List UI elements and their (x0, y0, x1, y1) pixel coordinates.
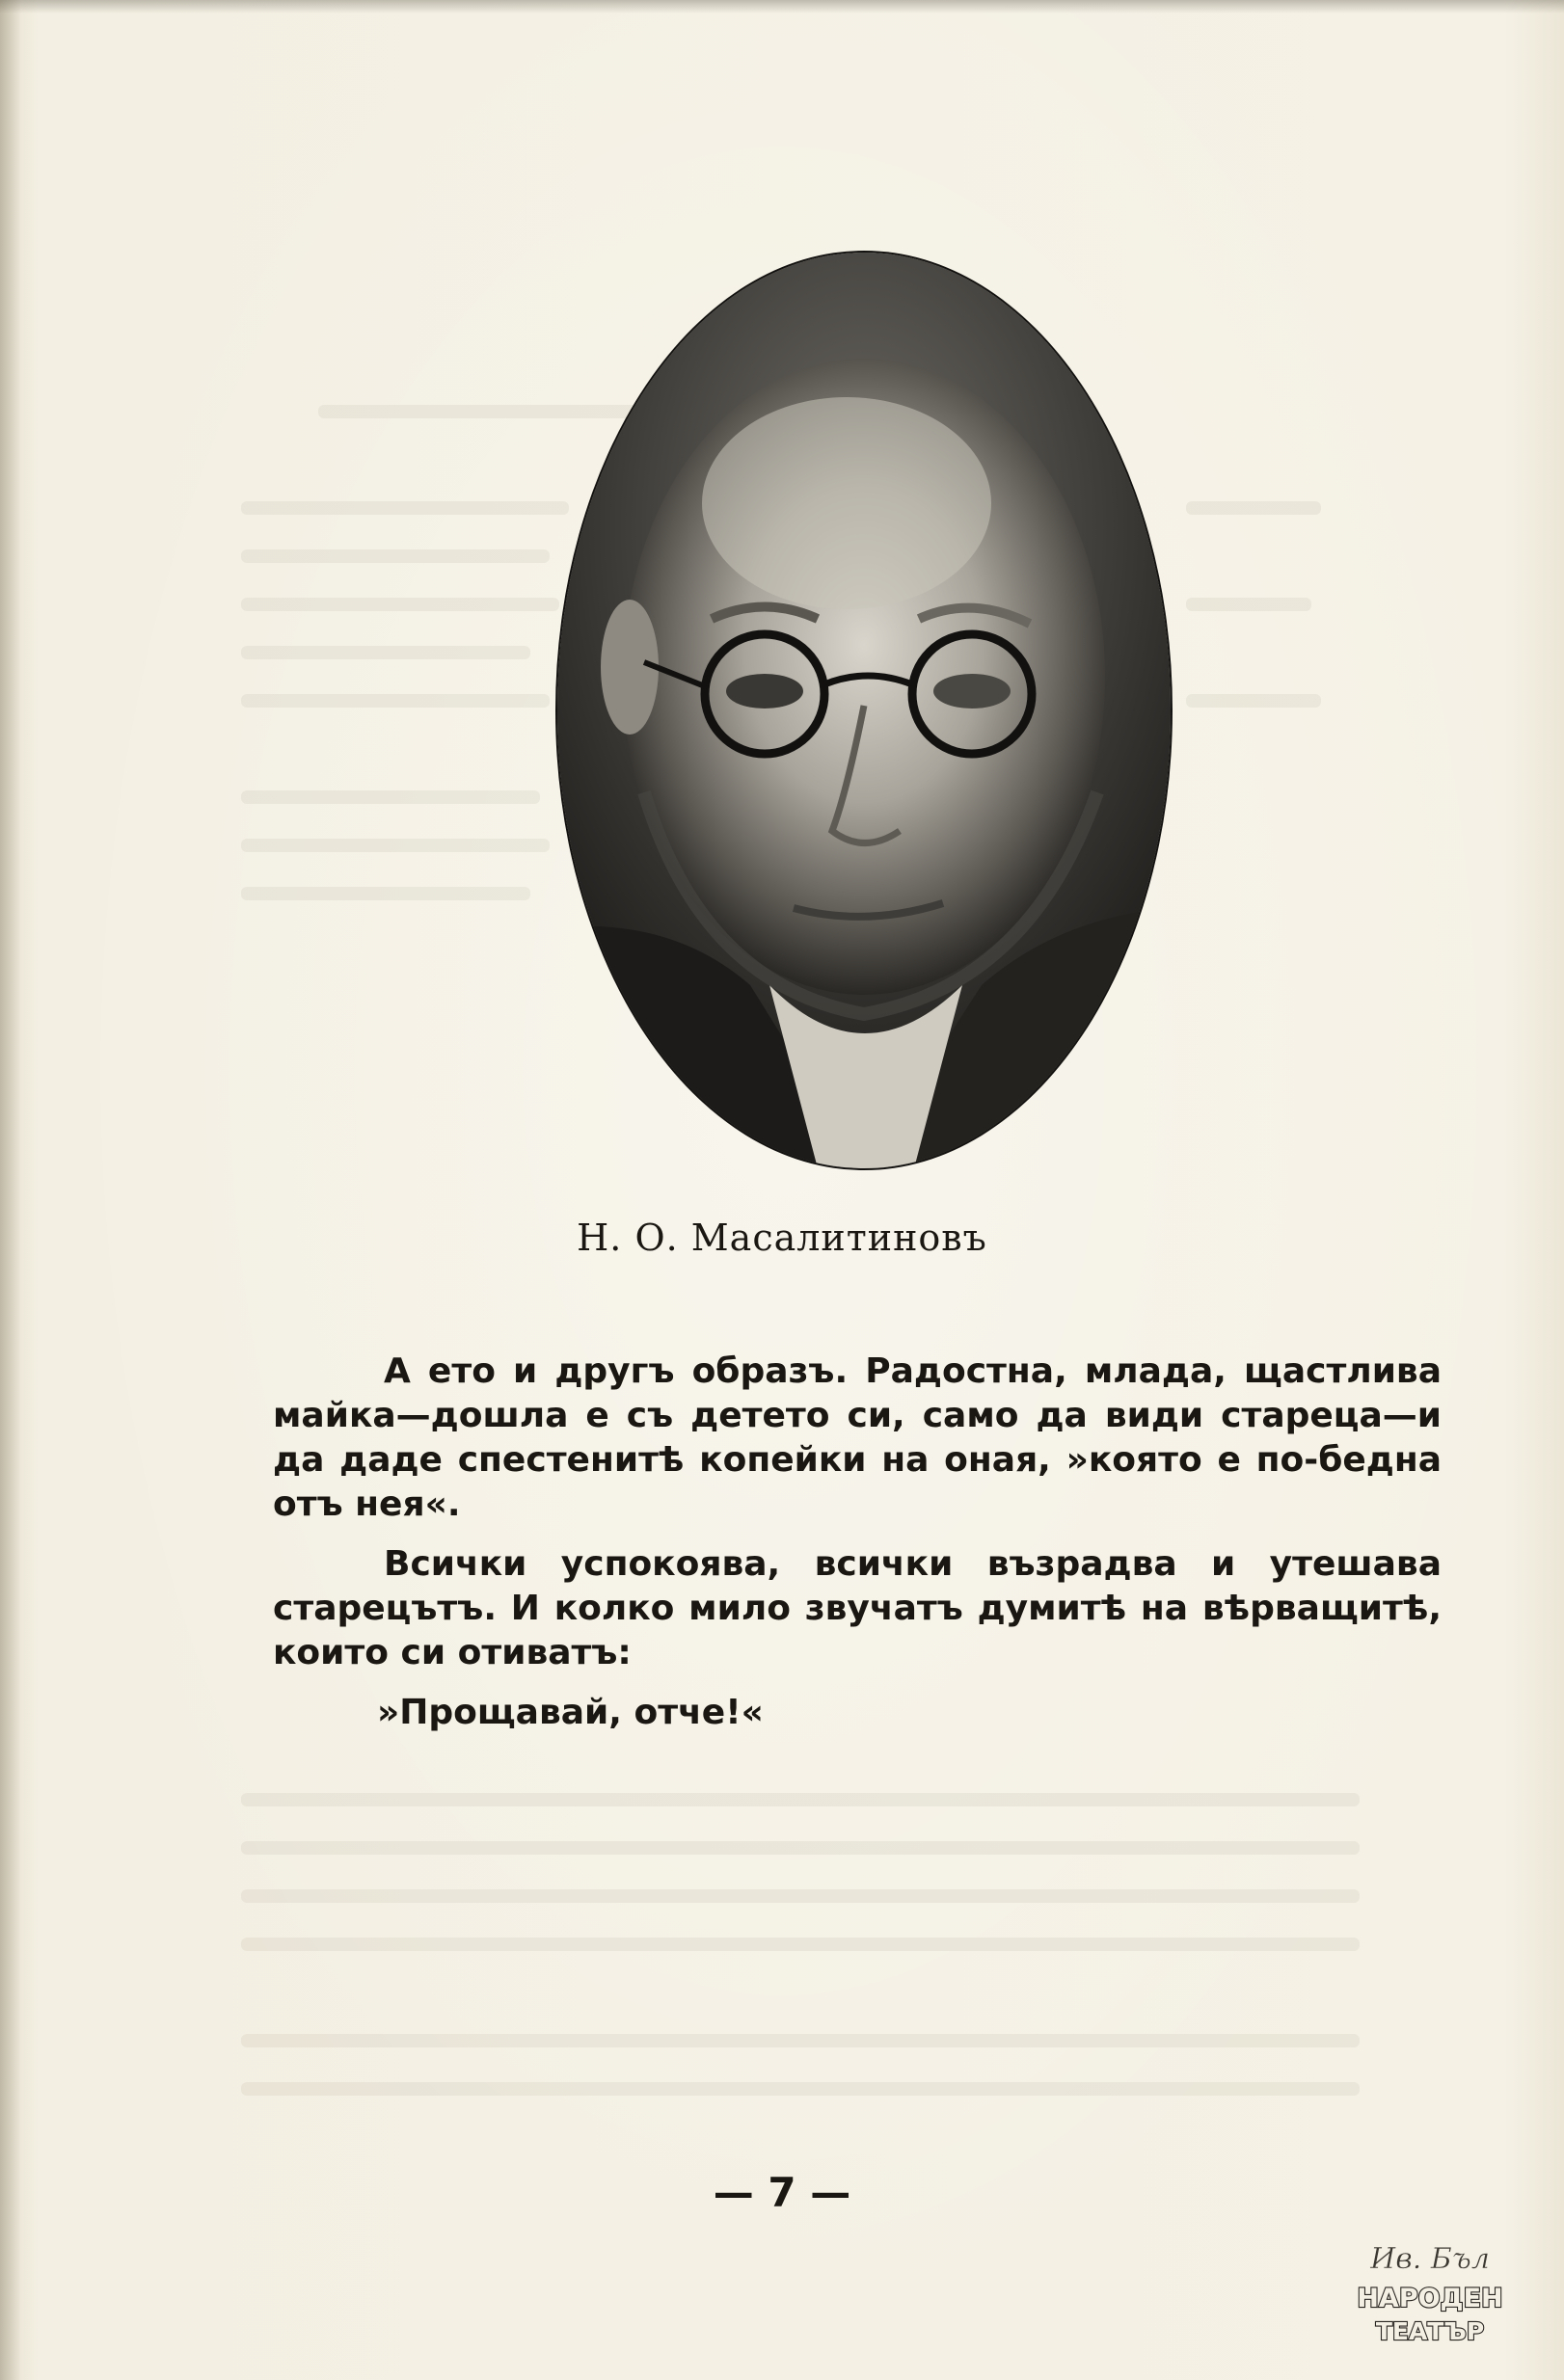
logo-icon (1345, 2232, 1514, 2352)
photo-caption: Н. О. Масалитиновъ (577, 1217, 987, 1259)
bleed-through-line (241, 2082, 1360, 2096)
paragraph: А ето и другъ образъ. Радостна, млада, щастлива майка—дошла е съ детето си, само да види стареца—и да даде спестенитѣ копейки на оная, »която е по-бедна отъ нея«. (273, 1351, 1442, 1524)
top-edge-shadow (0, 0, 1564, 13)
bleed-through-line (241, 549, 550, 563)
bleed-through-line (1186, 501, 1321, 515)
page-number: — 7 — (713, 2169, 851, 2216)
portrait-illustration (557, 253, 1171, 1168)
bleed-through-line (241, 598, 559, 611)
bleed-through-line (1186, 598, 1311, 611)
national-theatre-logo (1345, 2232, 1514, 2352)
bleed-through-line (241, 1938, 1360, 1951)
bleed-through-line (241, 1793, 1360, 1806)
svg-text:ТЕАТЪР: ТЕАТЪР (1375, 2317, 1485, 2345)
bleed-through-line (241, 839, 550, 852)
bleed-through-line (241, 2034, 1360, 2047)
bleed-through-line (241, 1889, 1360, 1903)
bleed-through-line (241, 1841, 1360, 1855)
spine-shadow (0, 0, 21, 2380)
portrait-photo (557, 253, 1171, 1168)
quote-paragraph: »Прощавай, отче!« (377, 1693, 764, 1732)
svg-text:Ив. Бъл: Ив. Бъл (1370, 2242, 1490, 2276)
bleed-through-line (241, 501, 569, 515)
bleed-through-line (241, 694, 550, 708)
bleed-through-line (1186, 694, 1321, 708)
body-text (273, 1350, 1442, 1751)
bleed-through-line (241, 790, 540, 804)
paragraph: Всички успокоява, всички възрадва и утешава старецътъ. И колко мило звучатъ думитѣ на вѣрващитѣ, които си отиватъ: (273, 1544, 1442, 1672)
bleed-through-line (241, 887, 530, 900)
bleed-through-line (241, 646, 530, 659)
svg-text:НАРОДЕН: НАРОДЕН (1357, 2284, 1503, 2313)
